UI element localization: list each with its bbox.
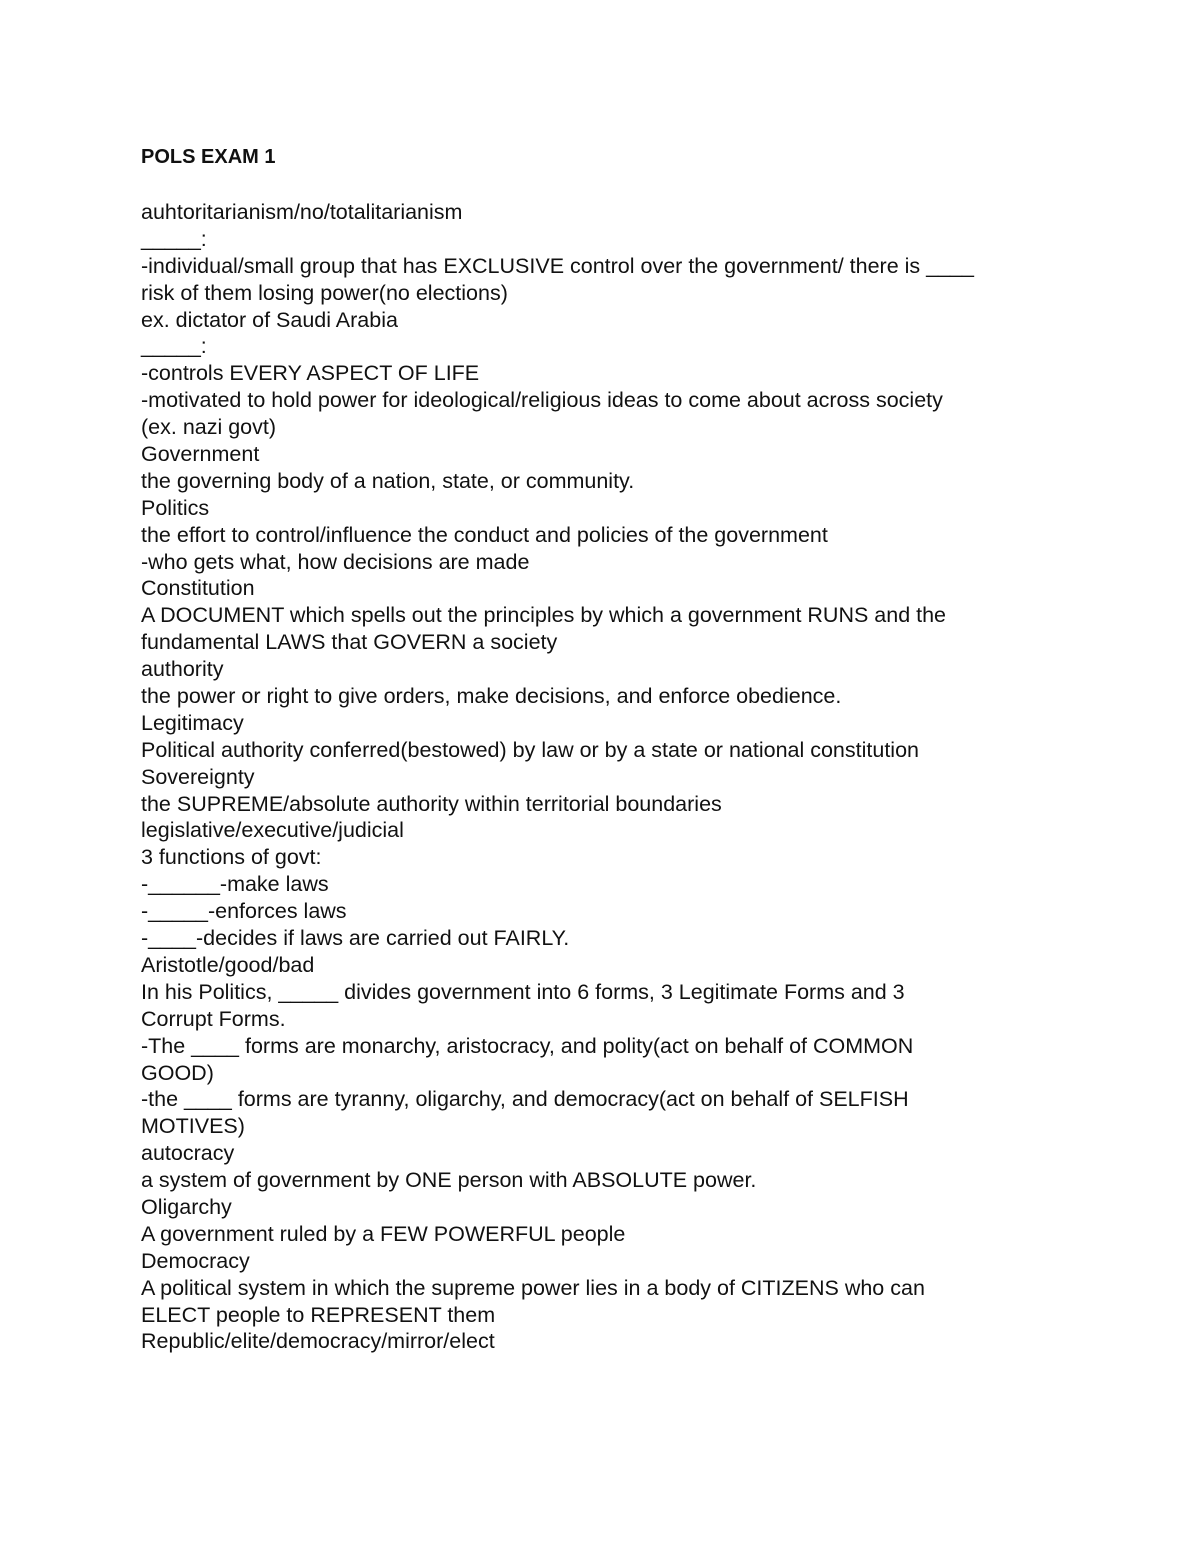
text-line: auhtoritarianism/no/totalitarianism <box>141 200 463 224</box>
text-line: Politics <box>141 495 210 520</box>
text-line: A government ruled by a FEW POWERFUL people <box>141 1221 626 1246</box>
text-line: 3 functions of govt: <box>141 845 322 870</box>
text-line: Sovereignty <box>141 764 255 789</box>
text-line: -who gets what, how decisions are made <box>141 549 530 574</box>
text-line: _____: <box>141 334 207 359</box>
text-line: Republic/elite/democracy/mirror/elect <box>141 1329 495 1354</box>
text-line: the SUPREME/absolute authority within territorial boundaries <box>141 791 722 816</box>
text-line: -____-decides if laws are carried out FAIRLY. <box>141 926 570 951</box>
text-line: the power or right to give orders, make decisions, and enforce obedience. <box>141 684 842 709</box>
text-line: -The ____ forms are monarchy, aristocracy, and polity(act on behalf of COMMON <box>141 1033 914 1058</box>
text-line: Political authority conferred(bestowed) by law or by a state or national constitution <box>141 737 919 762</box>
text-line: MOTIVES) <box>141 1114 245 1139</box>
text-line: autocracy <box>141 1141 235 1166</box>
text-line: A DOCUMENT which spells out the principles by which a government RUNS and the <box>141 603 947 628</box>
text-line: Constitution <box>141 576 255 601</box>
text-line: -______-make laws <box>141 872 329 897</box>
text-line: ELECT people to REPRESENT them <box>141 1302 496 1327</box>
text-line: risk of them losing power(no elections) <box>141 280 508 305</box>
text-line: a system of government by ONE person with ABSOLUTE power. <box>141 1168 757 1193</box>
text-line: fundamental LAWS that GOVERN a society <box>141 630 558 655</box>
text-line: -the ____ forms are tyranny, oligarchy, and democracy(act on behalf of SELFISH <box>141 1087 909 1112</box>
text-line: Oligarchy <box>141 1194 232 1219</box>
text-line: the governing body of a nation, state, or community. <box>141 468 635 493</box>
text-line: ex. dictator of Saudi Arabia <box>141 307 398 332</box>
document-body <box>141 199 1071 1355</box>
text-line: authority <box>141 657 224 682</box>
text-line: Government <box>141 442 260 467</box>
text-line: Aristotle/good/bad <box>141 952 315 977</box>
text-line: -_____-enforces laws <box>141 899 347 924</box>
text-line: GOOD) <box>141 1060 214 1085</box>
text-line: A political system in which the supreme power lies in a body of CITIZENS who can <box>141 1275 925 1300</box>
text-line: -motivated to hold power for ideological/religious ideas to come about across society <box>141 388 943 413</box>
text-line: -individual/small group that has EXCLUSIVE control over the government/ there is ____ <box>141 253 974 278</box>
text-line: the effort to control/influence the conduct and policies of the government <box>141 522 828 547</box>
text-line: -controls EVERY ASPECT OF LIFE <box>141 361 480 386</box>
text-line: Corrupt Forms. <box>141 1006 286 1031</box>
text-line: Democracy <box>141 1248 250 1273</box>
text-line: _____: <box>141 226 207 251</box>
text-line: legislative/executive/judicial <box>141 818 404 843</box>
text-line: Legitimacy <box>141 710 244 735</box>
text-line: (ex. nazi govt) <box>141 415 277 440</box>
document-title: POLS EXAM 1 <box>141 146 276 168</box>
text-line: In his Politics, _____ divides government into 6 forms, 3 Legitimate Forms and 3 <box>141 979 905 1004</box>
